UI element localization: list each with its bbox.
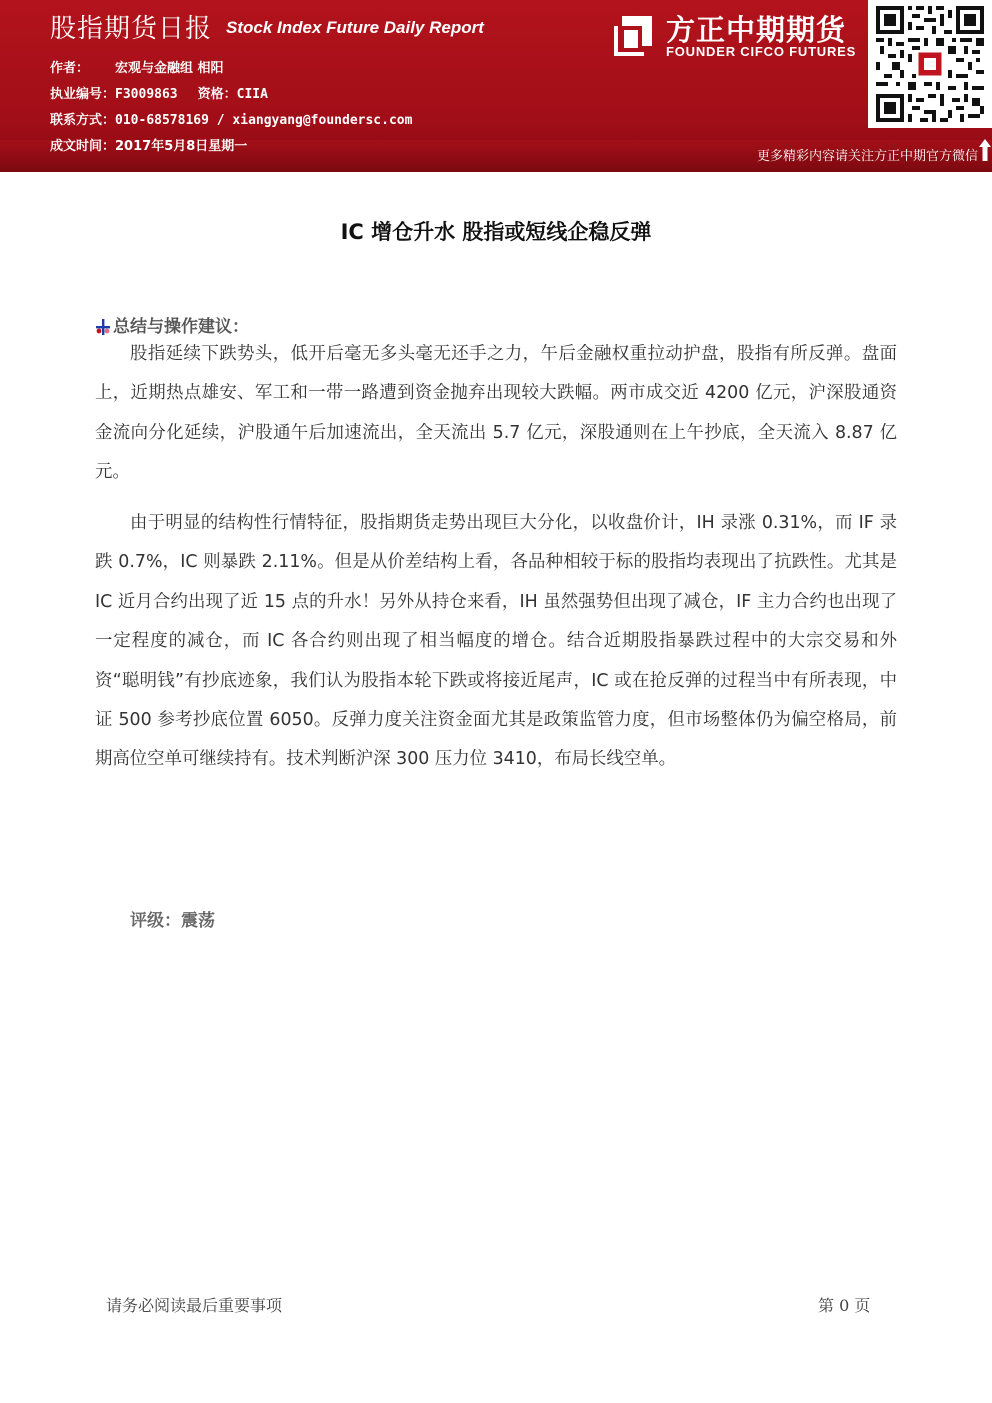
section-heading — [95, 312, 249, 337]
footer-notice: 请务必阅读最后重要事项 — [106, 1296, 283, 1315]
author-value: 宏观与金融组 相阳 — [115, 61, 224, 76]
date-label: 成文时间： — [50, 139, 116, 154]
author-label: 作者： — [50, 61, 90, 76]
report-header — [0, 0, 992, 172]
qr-code-icon — [876, 6, 984, 122]
qualification-label: 资格： — [197, 87, 237, 102]
author-line — [50, 57, 224, 76]
logo-mark-icon — [608, 12, 658, 62]
contact-value: 010-68578169 / xiangyang@foundersc.com — [115, 113, 413, 128]
contact-line — [50, 109, 412, 128]
logo-name-en: FOUNDER CIFCO FUTURES — [666, 44, 857, 59]
section-heading-text: 总结与操作建议： — [113, 317, 249, 337]
contact-label: 联系方式： — [50, 113, 116, 128]
paragraph-market-summary: 股指延续下跌势头，低开后毫无多头毫无还手之力，午后金融权重拉动护盘，股指有所反弹。盘面上，近期热点雄安、军工和一带一路遭到资金抛弃出现较大跌幅。两市成交近 4200 亿元，沪深股通资金流向分化延续，沪股通午后加速流出，全天流出 5.7 亿元，深股通则在上午抄底，全天流入 8.87 亿元。 — [95, 344, 897, 483]
license-label: 执业编号： — [50, 87, 116, 102]
document-title: IC 增仓升水 股指或短线企稳反弹 — [340, 220, 652, 244]
footer-page-number: 第 0 页 — [818, 1296, 871, 1315]
date-line — [50, 135, 247, 154]
company-logo — [608, 8, 864, 64]
license-line — [50, 83, 268, 102]
report-title-en: Stock Index Future Daily Report — [226, 18, 484, 37]
qualification-value: CIIA — [236, 87, 268, 102]
license-value: F3009863 — [115, 87, 178, 102]
up-arrow-icon — [978, 138, 992, 162]
rating-text: 评级：震荡 — [130, 911, 215, 931]
paragraph-analysis: 由于明显的结构性行情特征，股指期货走势出现巨大分化，以收盘价计，IH 录涨 0.31%，而 IF 录跌 0.7%，IC 则暴跌 2.11%。但是从价差结构上看，各品种相较于标的股指均表现出了抗跌性。尤其是 IC 近月合约出现了近 15 点的升水！另外从持仓来看，IH 虽然强势但出现了减仓，IF 主力合约也出现了一定程度的减仓，而 IC 各合约则出现了相当幅度的增仓。结合近期股指暴跌过程中的大宗交易和外资“聪明钱”有抄底迹象，我们认为股指本轮下跌或将接近尾声，IC 或在抢反弹的过程当中有所表现，中证 500 参考抄底位置 6050。反弹力度关注资金面尤其是政策监管力度，但市场整体仍为偏空格局，前期高位空单可继续持有。技术判断沪深 300 压力位 3410，布局长线空单。 — [95, 513, 897, 770]
qr-code — [868, 0, 992, 128]
logo-name-cn: 方正中期期货 — [666, 13, 847, 47]
follow-wechat-text: 更多精彩内容请关注方正中期官方微信 — [756, 149, 978, 164]
report-title-cn: 股指期货日报 — [50, 14, 213, 44]
bullet-icon — [95, 318, 111, 336]
date-value: 2017年5月8日星期一 — [115, 139, 248, 154]
